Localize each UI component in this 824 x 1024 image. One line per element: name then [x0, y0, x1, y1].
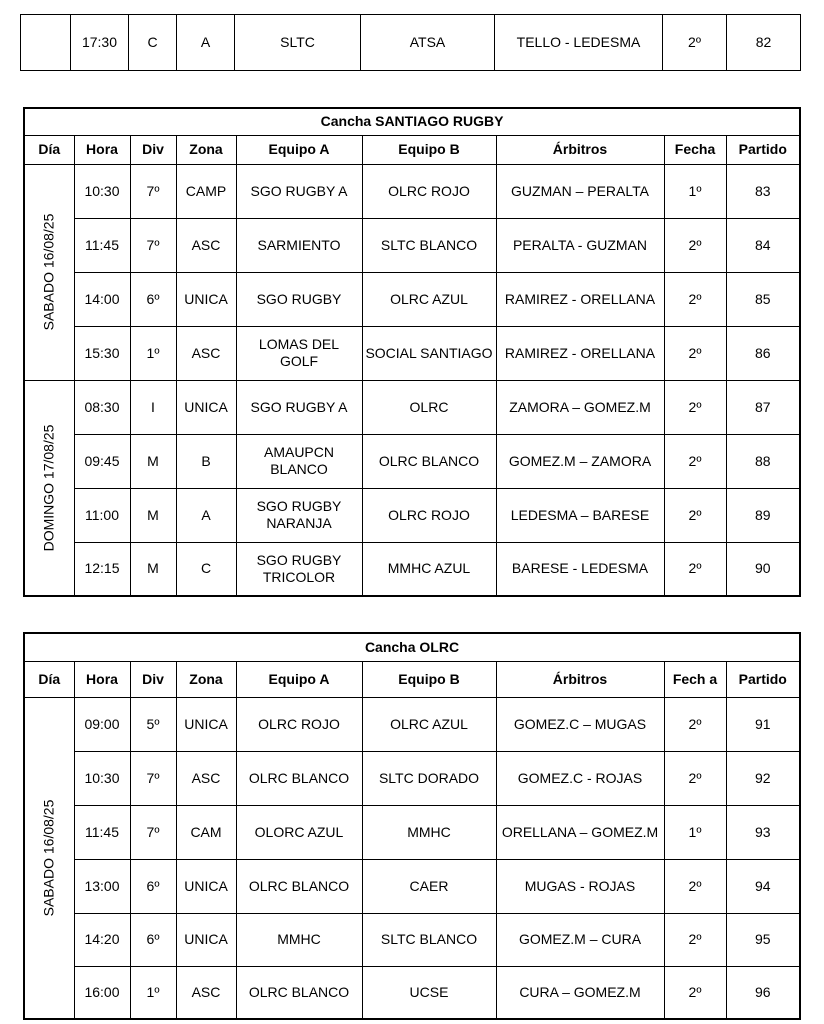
- equipo-a-cell: AMAUPCN BLANCO: [236, 434, 362, 488]
- day-cell: [21, 15, 71, 71]
- zona-cell: C: [176, 542, 236, 596]
- table-row: [24, 488, 800, 542]
- time-cell: 11:00: [74, 488, 130, 542]
- equipo-a-cell: OLRC BLANCO: [236, 751, 362, 805]
- header-equipo-b: Equipo B: [362, 661, 496, 697]
- partido-cell: 91: [726, 697, 800, 751]
- arbitros-cell: ZAMORA – GOMEZ.M: [496, 380, 664, 434]
- table-header-row: [24, 135, 800, 164]
- div-cell: M: [130, 434, 176, 488]
- table-row: [24, 913, 800, 966]
- fecha-cell: 2º: [664, 488, 726, 542]
- div-cell: 1º: [130, 326, 176, 380]
- header-div: Div: [130, 661, 176, 697]
- div-cell: 7º: [130, 218, 176, 272]
- div-cell: 6º: [130, 272, 176, 326]
- table-row: [24, 697, 800, 751]
- partido-cell: 95: [726, 913, 800, 966]
- fecha-cell: 2º: [664, 913, 726, 966]
- equipo-a-cell: OLORC AZUL: [236, 805, 362, 859]
- partido-cell: 84: [726, 218, 800, 272]
- partido-cell: 94: [726, 859, 800, 913]
- time-cell: 13:00: [74, 859, 130, 913]
- equipo-b-cell: SOCIAL SANTIAGO: [362, 326, 496, 380]
- partido-cell: 89: [726, 488, 800, 542]
- zona-cell: UNICA: [176, 913, 236, 966]
- fecha-cell: 2º: [664, 542, 726, 596]
- zona-cell: UNICA: [176, 697, 236, 751]
- div-cell: M: [130, 542, 176, 596]
- div-cell: 1º: [130, 966, 176, 1019]
- header-arbitros: Árbitros: [496, 661, 664, 697]
- div-cell: 7º: [130, 805, 176, 859]
- arbitros-cell: MUGAS - ROJAS: [496, 859, 664, 913]
- partido-cell: 93: [726, 805, 800, 859]
- fecha-cell: 2º: [664, 751, 726, 805]
- header-fecha: Fecha: [664, 135, 726, 164]
- day-cell: [24, 697, 74, 1019]
- arbitros-cell: RAMIREZ - ORELLANA: [496, 272, 664, 326]
- time-cell: 14:20: [74, 913, 130, 966]
- equipo-a-cell: LOMAS DEL GOLF: [236, 326, 362, 380]
- table-row: [24, 218, 800, 272]
- header-arbitros: Árbitros: [496, 135, 664, 164]
- day-label: SABADO 16/08/25: [40, 213, 57, 331]
- div-cell: 6º: [130, 913, 176, 966]
- arbitros-cell: GOMEZ.M – ZAMORA: [496, 434, 664, 488]
- santiago-schedule-table: [23, 107, 801, 597]
- time-cell: 10:30: [74, 751, 130, 805]
- table-row: [24, 966, 800, 1019]
- time-cell: 09:45: [74, 434, 130, 488]
- equipo-b-cell: SLTC DORADO: [362, 751, 496, 805]
- arbitros-cell: LEDESMA – BARESE: [496, 488, 664, 542]
- equipo-a-cell: OLRC BLANCO: [236, 859, 362, 913]
- header-equipo-a: Equipo A: [236, 661, 362, 697]
- zona-cell: UNICA: [176, 272, 236, 326]
- header-time: Hora: [74, 661, 130, 697]
- header-zona: Zona: [176, 135, 236, 164]
- table-row: [24, 751, 800, 805]
- partido-cell: 82: [727, 15, 801, 71]
- arbitros-cell: BARESE - LEDESMA: [496, 542, 664, 596]
- equipo-a-cell: SGO RUGBY A: [236, 164, 362, 218]
- fecha-cell: 1º: [664, 164, 726, 218]
- arbitros-cell: GUZMAN – PERALTA: [496, 164, 664, 218]
- fecha-cell: 2º: [664, 218, 726, 272]
- arbitros-cell: TELLO - LEDESMA: [495, 15, 663, 71]
- table-row: [24, 805, 800, 859]
- equipo-b-cell: OLRC ROJO: [362, 164, 496, 218]
- partido-cell: 83: [726, 164, 800, 218]
- div-cell: 7º: [130, 751, 176, 805]
- table-row: [24, 326, 800, 380]
- header-time: Hora: [74, 135, 130, 164]
- arbitros-cell: GOMEZ.C – MUGAS: [496, 697, 664, 751]
- arbitros-cell: RAMIREZ - ORELLANA: [496, 326, 664, 380]
- header-fecha: Fech a: [664, 661, 726, 697]
- div-cell: I: [130, 380, 176, 434]
- equipo-b-cell: OLRC: [362, 380, 496, 434]
- equipo-b-cell: MMHC AZUL: [362, 542, 496, 596]
- equipo-b-cell: SLTC BLANCO: [362, 913, 496, 966]
- table-row: [24, 272, 800, 326]
- equipo-a-cell: MMHC: [236, 913, 362, 966]
- header-equipo-a: Equipo A: [236, 135, 362, 164]
- div-cell: M: [130, 488, 176, 542]
- zona-cell: ASC: [176, 326, 236, 380]
- partido-cell: 87: [726, 380, 800, 434]
- equipo-a-cell: OLRC BLANCO: [236, 966, 362, 1019]
- zona-cell: A: [177, 15, 235, 71]
- partido-cell: 90: [726, 542, 800, 596]
- fecha-cell: 2º: [664, 859, 726, 913]
- partido-cell: 88: [726, 434, 800, 488]
- header-div: Div: [130, 135, 176, 164]
- equipo-b-cell: OLRC ROJO: [362, 488, 496, 542]
- time-cell: 11:45: [74, 805, 130, 859]
- day-cell: [24, 164, 74, 380]
- time-cell: 10:30: [74, 164, 130, 218]
- arbitros-cell: CURA – GOMEZ.M: [496, 966, 664, 1019]
- time-cell: 17:30: [71, 15, 129, 71]
- div-cell: 5º: [130, 697, 176, 751]
- olrc-schedule-table: [23, 632, 801, 1020]
- equipo-b-cell: OLRC AZUL: [362, 697, 496, 751]
- zona-cell: ASC: [176, 966, 236, 1019]
- equipo-a-cell: SARMIENTO: [236, 218, 362, 272]
- fecha-cell: 2º: [664, 380, 726, 434]
- header-dia: Día: [24, 661, 74, 697]
- equipo-a-cell: SLTC: [235, 15, 361, 71]
- zona-cell: B: [176, 434, 236, 488]
- fecha-cell: 2º: [664, 697, 726, 751]
- arbitros-cell: PERALTA - GUZMAN: [496, 218, 664, 272]
- header-partido: Partido: [726, 661, 800, 697]
- equipo-a-cell: SGO RUGBY A: [236, 380, 362, 434]
- time-cell: 12:15: [74, 542, 130, 596]
- equipo-b-cell: ATSA: [361, 15, 495, 71]
- equipo-b-cell: OLRC AZUL: [362, 272, 496, 326]
- fecha-cell: 2º: [663, 15, 727, 71]
- top-partial-table: [20, 14, 801, 71]
- equipo-b-cell: UCSE: [362, 966, 496, 1019]
- fecha-cell: 2º: [664, 434, 726, 488]
- table-row: [24, 380, 800, 434]
- div-cell: 6º: [130, 859, 176, 913]
- div-cell: 7º: [130, 164, 176, 218]
- table-header-row: [24, 661, 800, 697]
- time-cell: 08:30: [74, 380, 130, 434]
- day-cell: [24, 380, 74, 596]
- equipo-a-cell: OLRC ROJO: [236, 697, 362, 751]
- arbitros-cell: GOMEZ.C - ROJAS: [496, 751, 664, 805]
- partido-cell: 96: [726, 966, 800, 1019]
- fecha-cell: 2º: [664, 966, 726, 1019]
- equipo-a-cell: SGO RUGBY TRICOLOR: [236, 542, 362, 596]
- day-label: DOMINGO 17/08/25: [40, 424, 57, 552]
- table-row: [24, 542, 800, 596]
- equipo-a-cell: SGO RUGBY: [236, 272, 362, 326]
- time-cell: 09:00: [74, 697, 130, 751]
- arbitros-cell: ORELLANA – GOMEZ.M: [496, 805, 664, 859]
- table-row: [24, 434, 800, 488]
- equipo-b-cell: CAER: [362, 859, 496, 913]
- arbitros-cell: GOMEZ.M – CURA: [496, 913, 664, 966]
- equipo-b-cell: OLRC BLANCO: [362, 434, 496, 488]
- zona-cell: UNICA: [176, 859, 236, 913]
- santiago-title: Cancha SANTIAGO RUGBY: [24, 108, 800, 135]
- header-dia: Día: [24, 135, 74, 164]
- table-row: [21, 15, 801, 71]
- partido-cell: 85: [726, 272, 800, 326]
- time-cell: 15:30: [74, 326, 130, 380]
- time-cell: 14:00: [74, 272, 130, 326]
- div-cell: C: [129, 15, 177, 71]
- zona-cell: CAM: [176, 805, 236, 859]
- partido-cell: 92: [726, 751, 800, 805]
- header-partido: Partido: [726, 135, 800, 164]
- fecha-cell: 2º: [664, 272, 726, 326]
- zona-cell: A: [176, 488, 236, 542]
- zona-cell: ASC: [176, 751, 236, 805]
- equipo-b-cell: MMHC: [362, 805, 496, 859]
- partido-cell: 86: [726, 326, 800, 380]
- time-cell: 16:00: [74, 966, 130, 1019]
- day-label: SABADO 16/08/25: [40, 799, 57, 917]
- equipo-a-cell: SGO RUGBY NARANJA: [236, 488, 362, 542]
- zona-cell: UNICA: [176, 380, 236, 434]
- zona-cell: CAMP: [176, 164, 236, 218]
- zona-cell: ASC: [176, 218, 236, 272]
- fecha-cell: 1º: [664, 805, 726, 859]
- equipo-b-cell: SLTC BLANCO: [362, 218, 496, 272]
- fecha-cell: 2º: [664, 326, 726, 380]
- header-equipo-b: Equipo B: [362, 135, 496, 164]
- olrc-title: Cancha OLRC: [24, 633, 800, 661]
- header-zona: Zona: [176, 661, 236, 697]
- table-row: [24, 859, 800, 913]
- table-row: [24, 164, 800, 218]
- time-cell: 11:45: [74, 218, 130, 272]
